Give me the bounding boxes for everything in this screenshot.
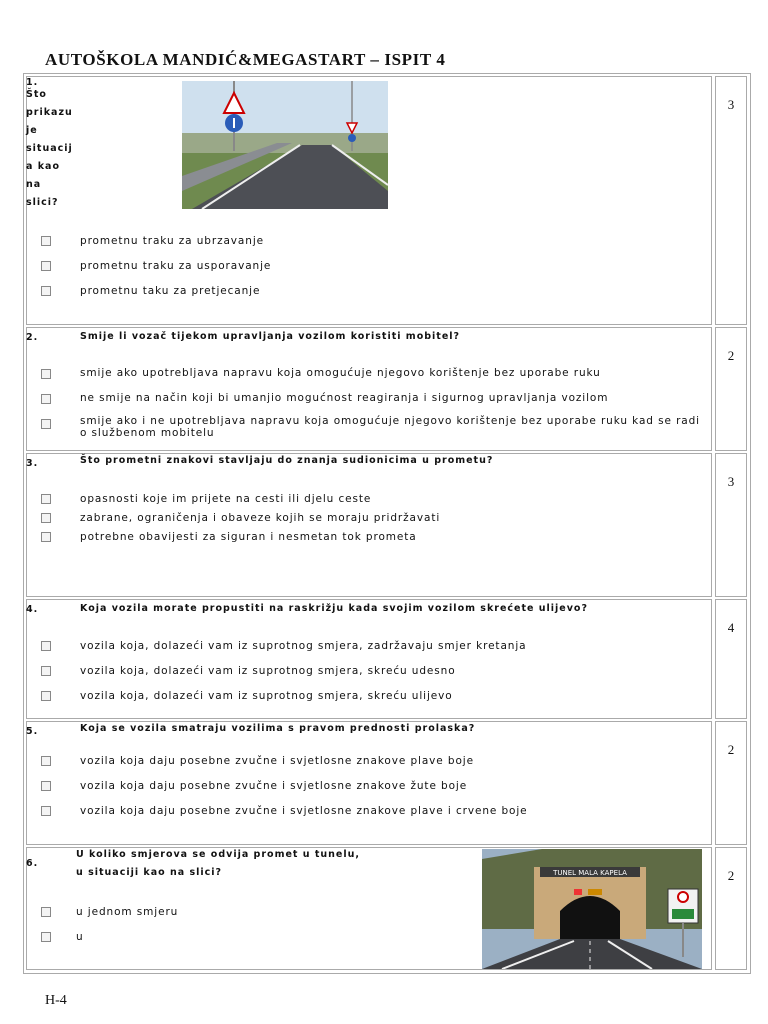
tunnel-sign-text: TUNEL MALA KAPELA — [553, 869, 627, 877]
answer-checkbox[interactable] — [41, 781, 51, 791]
question-1-line: a kao — [26, 161, 60, 172]
question-2-number: 2. — [26, 332, 39, 343]
question-4-number: 4. — [26, 604, 39, 615]
question-1-line: Što — [26, 89, 47, 100]
answer-option: vozila koja, dolazeći vam iz suprotnog smjera, skreću ulijevo — [80, 690, 453, 702]
question-6-number: 6. — [26, 858, 39, 869]
question-6-line: u situaciji kao na slici? — [76, 867, 223, 878]
question-4-points: 4 — [715, 599, 747, 719]
answer-checkbox[interactable] — [41, 513, 51, 523]
question-1-line: na — [26, 179, 42, 190]
answer-option: vozila koja daju posebne zvučne i svjetlosne znakove plave i crvene boje — [80, 805, 528, 817]
answer-checkbox[interactable] — [41, 691, 51, 701]
answer-option: prometnu traku za usporavanje — [80, 260, 272, 272]
answer-checkbox[interactable] — [41, 666, 51, 676]
question-3-box — [26, 453, 712, 597]
answer-option: vozila koja daju posebne zvučne i svjetlosne znakove plave boje — [80, 755, 474, 767]
answer-option: vozila koja, dolazeći vam iz suprotnog smjera, skreću udesno — [80, 665, 456, 677]
answer-option: u jednom smjeru — [76, 906, 179, 918]
answer-option: ne smije na način koji bi umanjio mogućnost reagiranja i sigurnog upravljanja vozilom — [80, 392, 609, 404]
question-5-text: Koja se vozila smatraju vozilima s pravom prednosti prolaska? — [80, 723, 476, 734]
answer-option: u — [76, 931, 84, 943]
answer-checkbox[interactable] — [41, 641, 51, 651]
question-6-points: 2 — [715, 847, 747, 970]
answer-option: opasnosti koje im prijete na cesti ili djelu ceste — [80, 493, 372, 505]
answer-checkbox[interactable] — [41, 756, 51, 766]
answer-checkbox[interactable] — [41, 261, 51, 271]
answer-checkbox[interactable] — [41, 236, 51, 246]
answer-option: zabrane, ograničenja i obaveze kojih se moraju pridržavati — [80, 512, 441, 524]
question-1-line: slici? — [26, 197, 59, 208]
question-3-points: 3 — [715, 453, 747, 597]
question-1-points: 3 — [715, 76, 747, 325]
question-1-line: je — [26, 125, 38, 136]
answer-option: smije ako i ne upotrebljava napravu koja omogućuje njegovo korištenje bez uporabe ruku kad se radi o službenom mobitelu — [80, 415, 701, 439]
page-footer: H-4 — [45, 993, 67, 1008]
question-2-text: Smije li vozač tijekom upravljanja vozilom koristiti mobitel? — [80, 331, 461, 342]
answer-option: potrebne obavijesti za siguran i nesmetan tok prometa — [80, 531, 417, 543]
question-2-points: 2 — [715, 327, 747, 451]
question-5-number: 5. — [26, 726, 39, 737]
answer-checkbox[interactable] — [41, 907, 51, 917]
answer-checkbox[interactable] — [41, 932, 51, 942]
answer-option: smije ako upotrebljava napravu koja omogućuje njegovo korištenje bez uporabe ruku — [80, 367, 601, 379]
tunnel-photo — [482, 849, 702, 969]
answer-option: prometnu taku za pretjecanje — [80, 285, 261, 297]
answer-checkbox[interactable] — [41, 532, 51, 542]
answer-checkbox[interactable] — [41, 286, 51, 296]
answer-checkbox[interactable] — [41, 369, 51, 379]
question-4-text: Koja vozila morate propustiti na raskrižju kada svojim vozilom skrećete ulijevo? — [80, 603, 588, 614]
question-1-number: 1. — [26, 77, 39, 88]
question-5-points: 2 — [715, 721, 747, 845]
question-6-line: U koliko smjerova se odvija promet u tunelu, — [76, 849, 360, 860]
question-1-line: prikazu — [26, 107, 73, 118]
question-6-text — [76, 846, 360, 882]
road-photo — [182, 81, 388, 209]
answer-option: vozila koja daju posebne zvučne i svjetlosne znakove žute boje — [80, 780, 468, 792]
answer-checkbox[interactable] — [41, 494, 51, 504]
question-1-line: situacij — [26, 143, 73, 154]
answer-checkbox[interactable] — [41, 806, 51, 816]
question-3-number: 3. — [26, 458, 39, 469]
answer-option: vozila koja, dolazeći vam iz suprotnog smjera, zadržavaju smjer kretanja — [80, 640, 527, 652]
question-3-text: Što prometni znakovi stavljaju do znanja sudionicima u prometu? — [80, 455, 494, 466]
answer-option: prometnu traku za ubrzavanje — [80, 235, 264, 247]
page-title: AUTOŠKOLA MANDIĆ&MEGASTART – ISPIT 4 — [45, 50, 446, 69]
answer-checkbox[interactable] — [41, 394, 51, 404]
answer-checkbox[interactable] — [41, 419, 51, 429]
question-1-text — [26, 86, 81, 212]
